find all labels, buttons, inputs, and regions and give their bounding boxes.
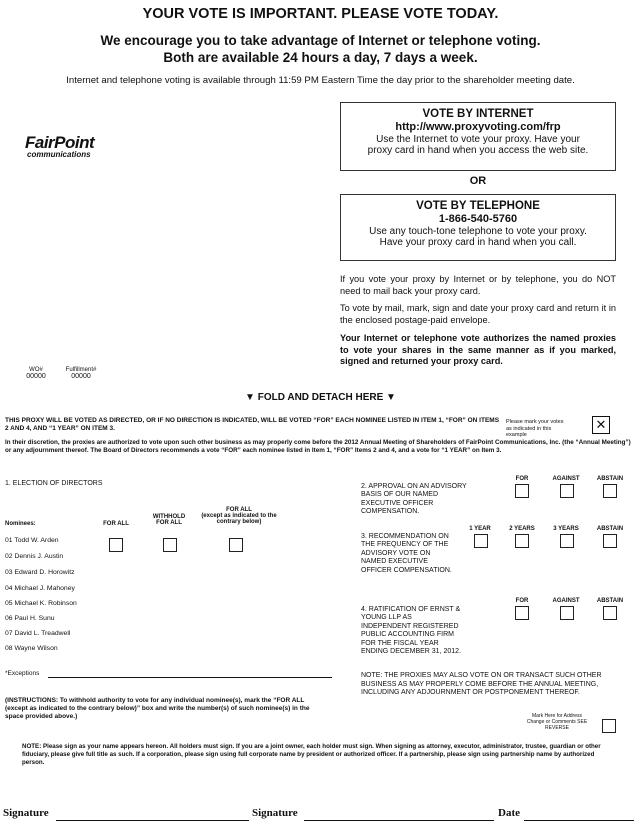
internet-title: VOTE BY INTERNET xyxy=(422,108,534,120)
p2-abstain-header: ABSTAIN xyxy=(596,476,624,482)
nominee-item: 04 Michael J. Mahoney xyxy=(5,585,75,592)
or-label: OR xyxy=(469,175,487,187)
proposal-3-text: 3. RECOMMENDATION ON THE FREQUENCY OF THE ADVISORY VOTE ON NAMED EXECUTIVE OFFICER COMPENSATION. xyxy=(361,533,452,574)
nominee-item: 01 Todd W. Arden xyxy=(5,537,59,544)
signing-note: NOTE: Please sign as your name appears hereon. All holders must sign. If you are a joint owner, each holder must sign. When signing as attorney, executor, administrator, trustee, guardian or other fiduciary, please give full title as such. If a corporation, please sign using full corporate name by president or authorized officer. If a partnership, please sign using partnership name by authorized person. xyxy=(22,743,601,766)
nominee-item: 05 Michael K. Robinson xyxy=(5,600,77,607)
p2-against-header: AGAINST xyxy=(552,476,580,482)
p3-2years-header: 2 YEARS xyxy=(509,526,535,532)
exceptions-line[interactable] xyxy=(48,677,332,678)
page-title: YOUR VOTE IS IMPORTANT. PLEASE VOTE TODAY. xyxy=(142,6,499,22)
fairpoint-logo: FairPoint communications xyxy=(25,133,95,159)
mark-example-label: Please mark your votes as indicated in this example xyxy=(506,419,564,438)
internet-line-1: Use the Internet to vote your proxy. Have your xyxy=(376,134,580,145)
instruction-internet: If you vote your proxy by Internet or by telephone, you do NOT need to mail back your proxy card. xyxy=(340,274,616,296)
p3-abstain-checkbox[interactable] xyxy=(603,534,617,548)
internet-url[interactable]: http://www.proxyvoting.com/frp xyxy=(395,121,561,133)
proposal-2-text: 2. APPROVAL ON AN ADVISORY BASIS OF OUR NAMED EXECUTIVE OFFICER COMPENSATION. xyxy=(361,483,467,516)
proposal-4-text: 4. RATIFICATION OF ERNST & YOUNG LLP AS INDEPENDENT REGISTERED PUBLIC ACCOUNTING FIRM FOR THE FISCAL YEAR ENDING DECEMBER 31, 2012. xyxy=(361,606,461,656)
p4-for-header: FOR xyxy=(515,598,529,604)
proxy-statement: THIS PROXY WILL BE VOTED AS DIRECTED, OR IF NO DIRECTION IS INDICATED, WILL BE VOTED “FOR” EACH NOMINEE LISTED IN ITEM 1, “FOR” ON ITEMS 2 AND 4, AND “1 YEAR” ON ITEM 3. xyxy=(5,417,500,432)
wo-code: WO# 00000 xyxy=(26,367,46,380)
telephone-line-2: Have your proxy card in hand when you call. xyxy=(379,237,577,248)
nominee-item: 03 Edward D. Horowitz xyxy=(5,569,75,576)
for-all-checkbox[interactable] xyxy=(109,538,123,552)
exceptions-label: *Exceptions xyxy=(5,670,40,677)
withhold-all-checkbox[interactable] xyxy=(163,538,177,552)
p4-against-header: AGAINST xyxy=(552,598,580,604)
withhold-header: WITHHOLD FOR ALL xyxy=(152,514,186,526)
internet-line-2: proxy card in hand when you access the web site. xyxy=(367,145,589,156)
withhold-instructions: (INSTRUCTIONS: To withhold authority to vote for any individual nominee(s), mark the “FOR ALL (except as indicated to the contrary below)” box and write the number(s) of such nominee(s) in the space provided above.) xyxy=(5,697,310,720)
fulfillment-code: Fulfillment# 00000 xyxy=(65,367,97,380)
note-proxies: NOTE: THE PROXIES MAY ALSO VOTE ON OR TRANSACT SUCH OTHER BUSINESS AS MAY PROPERLY COME BEFORE THE ANNUAL MEETING, INCLUDING ANY ADJOURNMENT OR POSTPONEMENT THEREOF. xyxy=(361,672,602,696)
availability-note: Internet and telephone voting is available through 11:59 PM Eastern Time the day prior to the shareholder meeting date. xyxy=(66,75,575,86)
nominee-item: 08 Wayne Wilson xyxy=(5,645,58,652)
signature-label-1: Signature xyxy=(3,807,49,819)
p4-against-checkbox[interactable] xyxy=(560,606,574,620)
p4-abstain-header: ABSTAIN xyxy=(596,598,624,604)
nominee-item: 06 Paul H. Sunu xyxy=(5,615,55,622)
address-change-checkbox[interactable] xyxy=(602,719,616,733)
p2-for-checkbox[interactable] xyxy=(515,484,529,498)
fold-and-detach-label: ▼ FOLD AND DETACH HERE ▼ xyxy=(245,392,396,403)
example-x-checkbox: ✕ xyxy=(592,416,610,434)
p3-1year-header: 1 YEAR xyxy=(469,526,491,532)
date-line[interactable] xyxy=(524,820,634,821)
p3-3years-checkbox[interactable] xyxy=(560,534,574,548)
p4-abstain-checkbox[interactable] xyxy=(603,606,617,620)
p2-against-checkbox[interactable] xyxy=(560,484,574,498)
p4-for-checkbox[interactable] xyxy=(515,606,529,620)
nominees-label: Nominees: xyxy=(5,521,36,527)
instruction-mail: To vote by mail, mark, sign and date your proxy card and return it in the enclosed postage-paid envelope. xyxy=(340,303,616,325)
for-all-header: FOR ALL xyxy=(103,521,129,527)
election-title: 1. ELECTION OF DIRECTORS xyxy=(5,480,103,487)
signature-line-2[interactable] xyxy=(304,820,494,821)
signature-label-2: Signature xyxy=(252,807,298,819)
p3-3years-header: 3 YEARS xyxy=(553,526,579,532)
vote-by-internet-box xyxy=(340,102,616,171)
encourage-line-1: We encourage you to take advantage of Internet or telephone voting. xyxy=(100,33,541,48)
for-all-except-checkbox[interactable] xyxy=(229,538,243,552)
date-label: Date xyxy=(498,807,520,819)
instruction-authorization: Your Internet or telephone vote authorizes the named proxies to vote your shares in the same manner as if you marked, signed and returned your proxy card. xyxy=(340,333,616,366)
p3-abstain-header: ABSTAIN xyxy=(596,526,624,532)
telephone-title: VOTE BY TELEPHONE xyxy=(416,200,540,212)
signature-line-1[interactable] xyxy=(56,820,249,821)
p3-1year-checkbox[interactable] xyxy=(474,534,488,548)
for-all-except-header: FOR ALL (except as indicated to the contrary below) xyxy=(201,507,277,525)
address-change-label: Mark Here for Address Change or Comments SEE REVERSE xyxy=(526,713,588,731)
telephone-number[interactable]: 1-866-540-5760 xyxy=(438,213,518,225)
nominee-item: 07 David L. Treadwell xyxy=(5,630,71,637)
vote-by-telephone-box xyxy=(340,194,616,261)
encourage-line-2: Both are available 24 hours a day, 7 days a week. xyxy=(163,50,478,65)
discretion-statement: In their discretion, the proxies are authorized to vote upon such other business as may properly come before the 2012 Annual Meeting of Shareholders of FairPoint Communications, Inc. (the “Annual Meeting”) or any adjournment thereof. The Board of Directors recommends a vote “FOR” each nominee listed in Item 1, “FOR” Items 2 and 4, and a vote for “1 YEAR” on Item 3. xyxy=(5,439,631,454)
nominee-item: 02 Dennis J. Austin xyxy=(5,553,64,560)
p3-2years-checkbox[interactable] xyxy=(515,534,529,548)
telephone-line-1: Use any touch-tone telephone to vote your proxy. xyxy=(369,226,587,237)
p2-abstain-checkbox[interactable] xyxy=(603,484,617,498)
p2-for-header: FOR xyxy=(515,476,529,482)
